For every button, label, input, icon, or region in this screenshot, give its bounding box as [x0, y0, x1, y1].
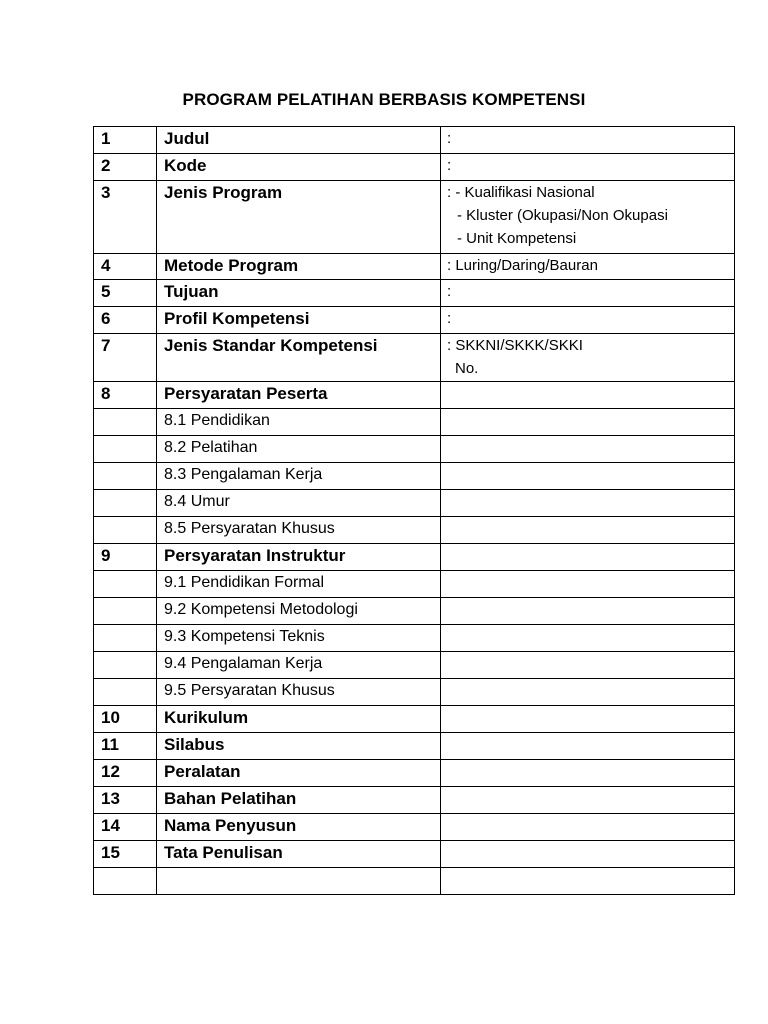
row-sub-label: 9.3 Kompetensi Teknis: [157, 625, 441, 652]
row-number: 15: [94, 841, 157, 868]
table-row: [94, 382, 735, 409]
row-value[interactable]: [441, 463, 735, 490]
table-row: [94, 463, 735, 490]
row-label: Nama Penyusun: [157, 814, 441, 841]
row-value[interactable]: [441, 679, 735, 706]
table-row: [94, 706, 735, 733]
row-sub-label: 8.3 Pengalaman Kerja: [157, 463, 441, 490]
row-value[interactable]: [441, 544, 735, 571]
table-row: [94, 409, 735, 436]
value-line: : - Kualifikasi Nasional: [447, 184, 595, 201]
row-value[interactable]: [441, 706, 735, 733]
row-number: 1: [94, 127, 157, 154]
row-number: 4: [94, 254, 157, 280]
table-row: [94, 154, 735, 181]
row-number: [94, 652, 157, 679]
row-number: [94, 679, 157, 706]
table-row: [94, 544, 735, 571]
table-row: [94, 814, 735, 841]
row-number: [94, 517, 157, 544]
row-value[interactable]: [441, 760, 735, 787]
row-label: Jenis Standar Kompetensi: [157, 334, 441, 382]
value-line: : Luring/Daring/Bauran: [447, 257, 598, 274]
row-number: [94, 436, 157, 463]
row-label: Persyaratan Instruktur: [157, 544, 441, 571]
row-sub-label: 9.4 Pengalaman Kerja: [157, 652, 441, 679]
table-row: [94, 598, 735, 625]
value-line: :: [447, 130, 452, 147]
row-number: [94, 868, 157, 895]
row-value[interactable]: [441, 409, 735, 436]
table-row: [94, 181, 735, 254]
value-line: - Kluster (Okupasi/Non Okupasi: [457, 207, 668, 224]
value-line: :: [447, 283, 452, 300]
row-label: Metode Program: [157, 254, 441, 280]
row-number: 13: [94, 787, 157, 814]
row-value[interactable]: [441, 280, 735, 307]
row-sub-label: 8.1 Pendidikan: [157, 409, 441, 436]
row-label: Bahan Pelatihan: [157, 787, 441, 814]
row-value[interactable]: [441, 334, 735, 382]
table-row-empty: [94, 868, 735, 895]
row-number: [94, 571, 157, 598]
row-number: [94, 598, 157, 625]
row-value[interactable]: [441, 154, 735, 181]
table-row: [94, 280, 735, 307]
row-number: 9: [94, 544, 157, 571]
row-value[interactable]: [441, 382, 735, 409]
row-number: [94, 409, 157, 436]
row-number: [94, 625, 157, 652]
row-sub-label: 8.4 Umur: [157, 490, 441, 517]
value-line: : SKKNI/SKKK/SKKI: [447, 337, 583, 354]
table-row: [94, 679, 735, 706]
table-row: [94, 652, 735, 679]
row-value[interactable]: [441, 307, 735, 334]
row-value[interactable]: [441, 598, 735, 625]
row-value[interactable]: [441, 868, 735, 895]
row-number: 2: [94, 154, 157, 181]
table-row: [94, 517, 735, 544]
table-row: [94, 733, 735, 760]
value-line: - Unit Kompetensi: [457, 230, 577, 247]
row-label: Peralatan: [157, 760, 441, 787]
row-value[interactable]: [441, 571, 735, 598]
program-table: [93, 126, 735, 895]
value-line: :: [447, 310, 452, 327]
table-row: [94, 127, 735, 154]
table-row: [94, 571, 735, 598]
row-sub-label: 8.5 Persyaratan Khusus: [157, 517, 441, 544]
value-line: :: [447, 157, 452, 174]
row-number: 10: [94, 706, 157, 733]
row-sub-label: 9.1 Pendidikan Formal: [157, 571, 441, 598]
row-value[interactable]: [441, 517, 735, 544]
table-row: [94, 760, 735, 787]
row-value[interactable]: [441, 625, 735, 652]
row-value[interactable]: [441, 841, 735, 868]
row-sub-label: 9.2 Kompetensi Metodologi: [157, 598, 441, 625]
document-title: PROGRAM PELATIHAN BERBASIS KOMPETENSI: [182, 90, 586, 109]
row-number: 3: [94, 181, 157, 254]
row-sub-label: 8.2 Pelatihan: [157, 436, 441, 463]
row-value[interactable]: [441, 733, 735, 760]
row-value[interactable]: [441, 787, 735, 814]
row-label: Profil Kompetensi: [157, 307, 441, 334]
row-value[interactable]: [441, 814, 735, 841]
table-row: [94, 254, 735, 280]
row-number: [94, 490, 157, 517]
table-row: [94, 436, 735, 463]
table-row: [94, 787, 735, 814]
row-number: 12: [94, 760, 157, 787]
row-number: [94, 463, 157, 490]
table-row: [94, 841, 735, 868]
row-label: Jenis Program: [157, 181, 441, 254]
row-number: 6: [94, 307, 157, 334]
table-row: [94, 307, 735, 334]
row-number: 11: [94, 733, 157, 760]
row-label: Tata Penulisan: [157, 841, 441, 868]
row-label: Kode: [157, 154, 441, 181]
row-value[interactable]: [441, 436, 735, 463]
row-value[interactable]: [441, 181, 735, 254]
row-label: Judul: [157, 127, 441, 154]
row-label: Kurikulum: [157, 706, 441, 733]
table-row: [94, 625, 735, 652]
row-number: 14: [94, 814, 157, 841]
row-label: Silabus: [157, 733, 441, 760]
row-value[interactable]: [441, 127, 735, 154]
row-number: 8: [94, 382, 157, 409]
value-line: No.: [455, 360, 479, 377]
row-sub-label: 9.5 Persyaratan Khusus: [157, 679, 441, 706]
table-row: [94, 334, 735, 382]
row-value[interactable]: [441, 652, 735, 679]
row-label: Tujuan: [157, 280, 441, 307]
row-label: [157, 868, 441, 895]
row-number: 5: [94, 280, 157, 307]
table-row: [94, 490, 735, 517]
row-value[interactable]: [441, 254, 735, 280]
row-value[interactable]: [441, 490, 735, 517]
row-label: Persyaratan Peserta: [157, 382, 441, 409]
row-number: 7: [94, 334, 157, 382]
